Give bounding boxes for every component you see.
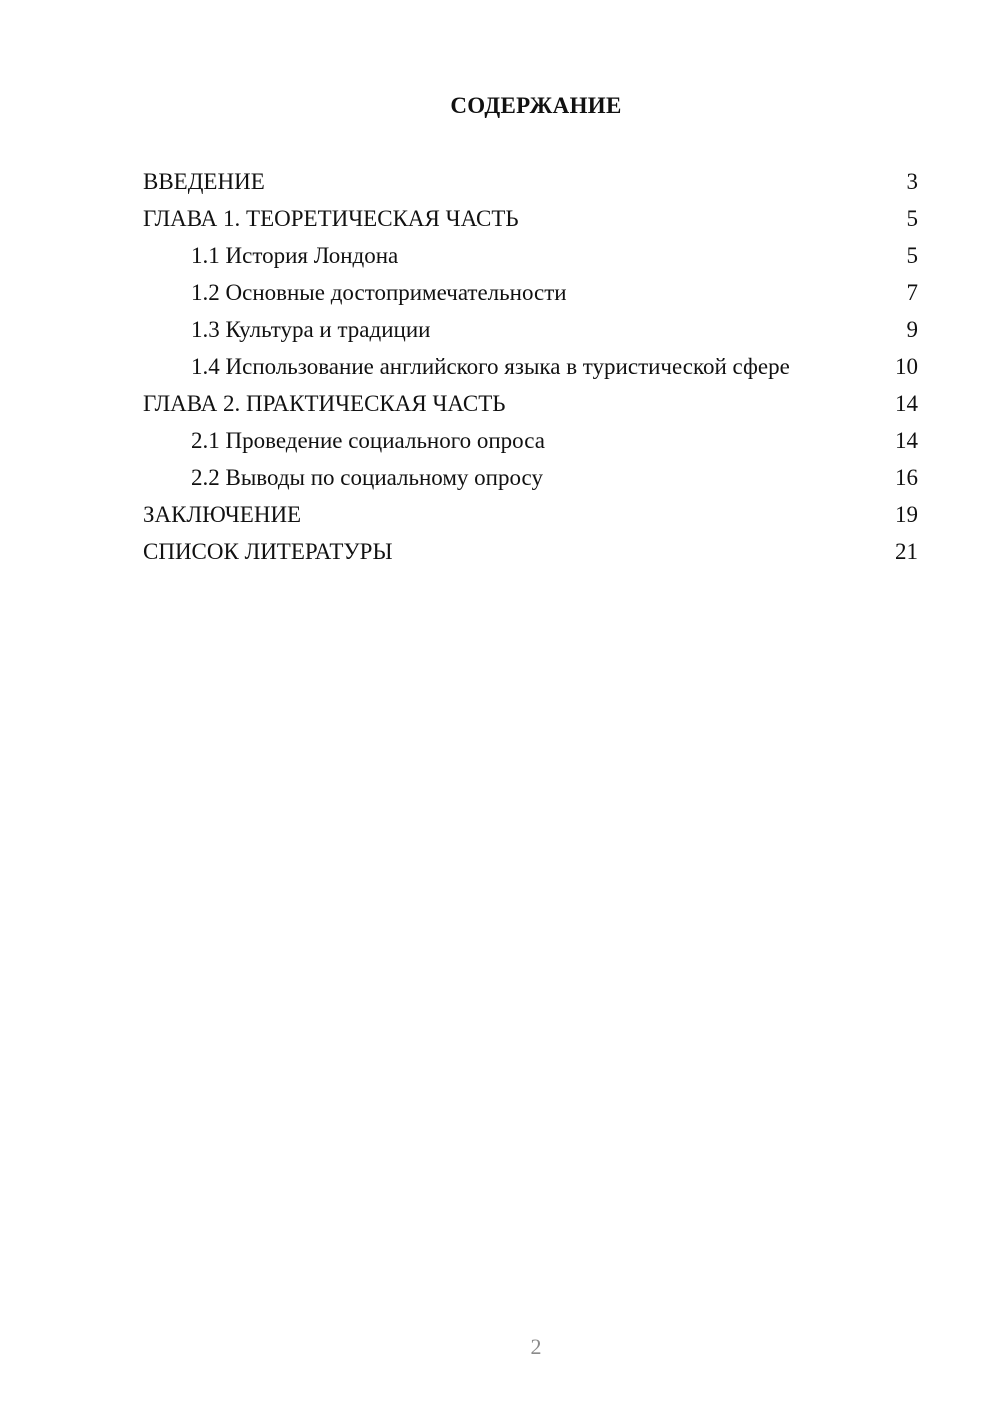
toc-entry-page: 7: [906, 280, 918, 305]
toc-entry-page: 21: [895, 539, 918, 564]
toc-entry-1-1[interactable]: [143, 242, 918, 270]
toc-entry-label: 1.4 Использование английского языка в туристической сфере: [191, 354, 790, 379]
toc-entry-page: 14: [895, 391, 918, 416]
page-number: 2: [530, 1334, 542, 1359]
toc-entry-1-2[interactable]: [143, 279, 918, 307]
toc-entry-page: 3: [906, 169, 918, 194]
toc-entry-label: ЗАКЛЮЧЕНИЕ: [143, 502, 302, 527]
toc-entry-2-2[interactable]: [143, 464, 918, 492]
toc-entry-1-3[interactable]: [143, 316, 918, 344]
toc-entry-label: ГЛАВА 1. ТЕОРЕТИЧЕСКАЯ ЧАСТЬ: [143, 206, 519, 231]
toc-entry-label: 1.3 Культура и традиции: [191, 317, 431, 342]
toc-entry-page: 14: [895, 428, 918, 453]
toc-entry-chapter-1[interactable]: [143, 205, 918, 233]
toc-entry-page: 5: [906, 243, 918, 268]
toc-entry-label: 2.2 Выводы по социальному опросу: [191, 465, 543, 490]
toc-entry-label: 1.2 Основные достопримечательности: [191, 280, 567, 305]
toc-entry-conclusion[interactable]: [143, 501, 918, 529]
toc-entry-page: 16: [895, 465, 918, 490]
toc-entry-page: 9: [906, 317, 918, 342]
toc-entry-label: ГЛАВА 2. ПРАКТИЧЕСКАЯ ЧАСТЬ: [143, 391, 506, 416]
toc-entry-2-1[interactable]: [143, 427, 918, 455]
toc-entry-label: 2.1 Проведение социального опроса: [191, 428, 545, 453]
table-of-contents: [143, 168, 918, 575]
toc-entry-1-4[interactable]: [143, 353, 918, 381]
toc-entry-label: СПИСОК ЛИТЕРАТУРЫ: [143, 539, 393, 564]
toc-entry-label: 1.1 История Лондона: [191, 243, 399, 268]
toc-entry-page: 10: [895, 354, 918, 379]
toc-entry-introduction[interactable]: [143, 168, 918, 196]
page-title: СОДЕРЖАНИЕ: [450, 93, 622, 118]
toc-entry-bibliography[interactable]: [143, 538, 918, 566]
toc-entry-page: 19: [895, 502, 918, 527]
toc-entry-label: ВВЕДЕНИЕ: [143, 169, 265, 194]
toc-entry-page: 5: [906, 206, 918, 231]
toc-entry-chapter-2[interactable]: [143, 390, 918, 418]
